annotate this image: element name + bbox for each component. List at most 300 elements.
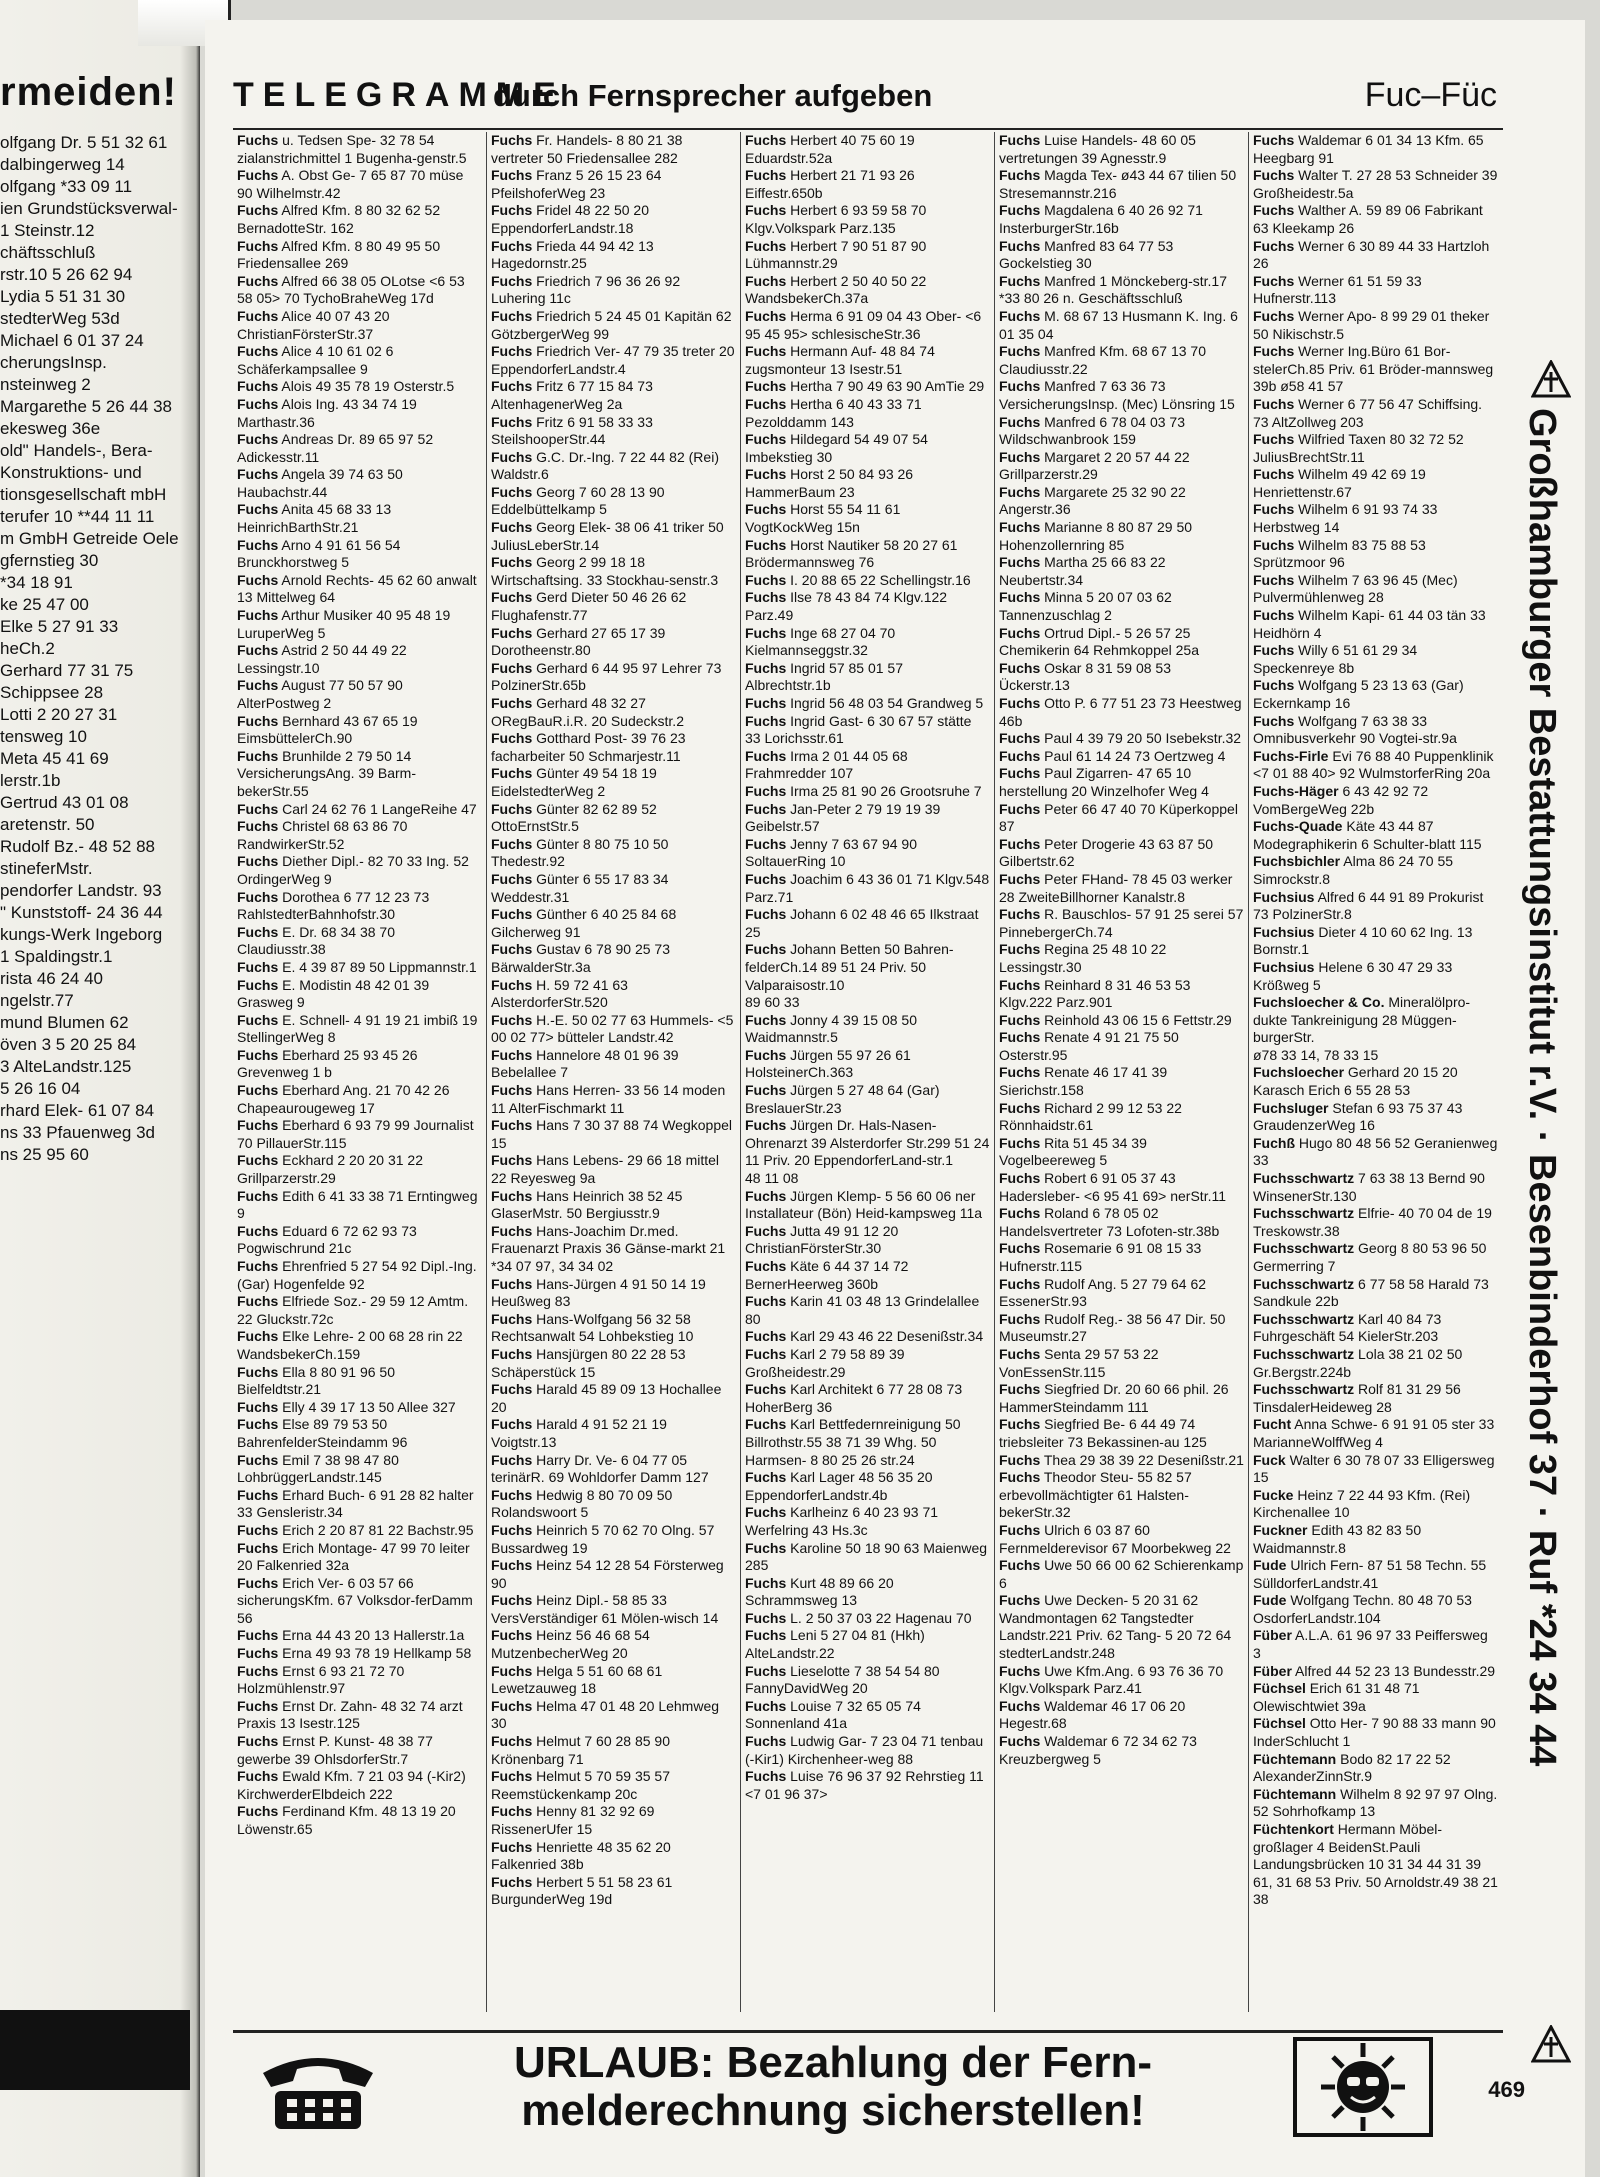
entry-details: Herbert 7 90 51 87 90 Lühmannstr.29 <box>745 237 927 272</box>
listing-entry <box>999 906 1244 941</box>
entry-name: Fuchs <box>237 1645 279 1662</box>
listing-entry <box>237 1768 482 1803</box>
entry-details: Karin 41 03 48 13 Grindelallee 80 <box>745 1293 980 1327</box>
listing-entry <box>491 1839 736 1874</box>
entry-name: Fuchs <box>1253 132 1295 148</box>
entry-name: Fuchs <box>999 167 1041 184</box>
entry-name: Fuchs <box>491 765 533 782</box>
entry-name: Fuchs <box>237 958 279 975</box>
entry-details: Ingrid 57 85 01 57 Albrechtstr.1b <box>745 659 903 694</box>
listing-entry <box>745 713 990 748</box>
listing-entry <box>1253 167 1499 202</box>
entry-name: Fuchs <box>745 1011 787 1028</box>
banner-text <box>403 2039 1263 2135</box>
entry-details: Richard 2 99 12 53 22 Rönnhaidstr.61 <box>999 1099 1182 1134</box>
listing-entry <box>1253 501 1499 536</box>
listing-entry <box>491 1452 736 1487</box>
entry-details: R. Bauschlos- 57 91 25 serei 57 PinnebergerCh.74 <box>999 906 1244 940</box>
entry-name: Fuchs <box>1253 395 1295 412</box>
entry-details: Manfred 7 63 36 73 VersicherungsInsp. (Mec) Lönsring 15 <box>999 378 1235 412</box>
listing-entry <box>999 1698 1244 1733</box>
entry-details: Uwe Decken- 5 20 31 62 Wandmontagen 62 Tangstedter Landstr.221 Priv. 62 Tang- 5 20 72 64 stedterLandstr.248 <box>999 1592 1232 1662</box>
entry-name: Fuchs <box>491 976 533 993</box>
entry-details: Eduard 6 72 62 93 73 Pogwischrund 21c <box>237 1222 417 1257</box>
entry-details: Erich 61 31 48 71 Olewischtwiet 39a <box>1253 1680 1420 1714</box>
cross-emblem-icon-bottom <box>1531 2025 1571 2065</box>
listing-entry <box>1253 994 1499 1047</box>
entry-details: Helmut 7 60 28 85 90 Krönenbarg 71 <box>491 1733 670 1767</box>
entry-details: Helmut 5 70 59 35 57 Reemstückenkamp 20c <box>491 1768 670 1802</box>
listing-entry <box>745 1733 990 1768</box>
entry-name: Fuchs <box>491 519 533 536</box>
entry-details: Hedwig 8 80 70 09 50 Rolandswoort 5 <box>491 1486 673 1521</box>
entry-name: Fuchsius <box>1253 923 1315 940</box>
listing-entry <box>999 1170 1244 1205</box>
listing-entry <box>1253 1240 1499 1275</box>
entry-name: Fuchs <box>491 800 533 817</box>
entry-name: Fuchs <box>999 624 1041 641</box>
entry-details: Gerhard 48 32 27 ORegBauR.i.R. 20 Sudeckstr.2 <box>491 695 684 729</box>
telephone-icon <box>253 2043 383 2133</box>
listing-entry <box>1253 748 1499 783</box>
entry-name: Fuchs <box>999 1170 1041 1187</box>
listing-entry <box>745 1170 990 1188</box>
listing-entry <box>999 695 1244 730</box>
entry-name: Fuchs <box>237 1521 279 1538</box>
entry-details: Ludwig Gar- 7 23 04 71 tenbau (-Kir1) Kirchenheer-weg 88 <box>745 1733 984 1767</box>
entry-details: Otto Her- 7 90 88 33 mann 90 InderSchlucht 1 <box>1253 1715 1496 1750</box>
entry-details: Ferdinand Kfm. 48 13 19 20 Löwenstr.65 <box>237 1803 456 1837</box>
listing-entry <box>237 889 482 924</box>
listing-entry <box>1253 466 1499 501</box>
left-page-line: ekesweg 36e <box>0 419 101 438</box>
entry-details: Ehrenfried 5 27 54 92 Dipl.-Ing. (Gar) Hogenfelde 92 <box>237 1258 477 1292</box>
listing-entry <box>999 1205 1244 1240</box>
listing-entry <box>491 1276 736 1311</box>
entry-name: Fuchs <box>1253 571 1295 588</box>
entry-details: Alfred Kfm. 8 80 32 62 52 BernadotteStr. 162 <box>237 202 441 236</box>
entry-details: Stefan 6 93 75 37 43 GraudenzerWeg 16 <box>1253 1099 1463 1134</box>
listing-entry <box>1253 1487 1499 1522</box>
listing-entry <box>237 713 482 748</box>
entry-details: Kurt 48 89 66 20 Schrammsweg 13 <box>745 1574 894 1609</box>
entry-details: Jenny 7 63 67 94 90 SoltauerRing 10 <box>745 835 918 870</box>
side-advert-text: Großhamburger Bestattungsinstitut r.V. · Besenbinderhof 37 · Ruf *24 34 44 <box>1521 408 1563 1767</box>
left-page-line: Lydia 5 51 31 30 <box>0 287 126 306</box>
left-page-line: ns 25 95 60 <box>0 1145 89 1164</box>
listing-entry <box>1253 1381 1499 1416</box>
entry-details: Margaret 2 20 57 44 22 Grillparzerstr.29 <box>999 448 1190 483</box>
entry-details: Irma 25 81 90 26 Grootsruhe 7 <box>790 782 982 799</box>
left-page-footer-graphic <box>0 2010 190 2090</box>
listing-entry <box>237 607 482 642</box>
entry-name: Fuchs <box>237 1398 279 1415</box>
listing-entry <box>745 501 990 536</box>
entry-name: Füchsel <box>1253 1680 1306 1697</box>
left-page-line: ns 33 Pfauenweg 3d <box>0 1123 156 1142</box>
entry-details: Wolfgang 5 23 13 63 (Gar) Eckernkamp 16 <box>1253 677 1464 711</box>
listing-entry <box>745 906 990 941</box>
left-page-edge <box>0 0 200 2177</box>
entry-name: Fuchs <box>745 1469 787 1486</box>
listing-entry <box>237 431 482 466</box>
entry-details: Gustav 6 78 90 25 73 BärwalderStr.3a <box>491 941 670 975</box>
entry-name: Fuchs <box>237 571 279 588</box>
listing-entry <box>237 1328 482 1363</box>
entry-details: Anna Schwe- 6 91 91 05 ster 33 MarianneWolffWeg 4 <box>1253 1416 1495 1450</box>
entry-details: Hermann Möbel-großlager 4 BeidenSt.Pauli Landungsbrücken 10 31 34 44 31 39 61, 31 68 53 Priv. 50 Arnoldstr.49 38 21 38 <box>1253 1821 1498 1908</box>
entry-details: Wolfgang Techn. 80 48 70 53 OsdorferLandstr.104 <box>1253 1592 1472 1626</box>
entry-details: Mineralölpro-dukte Tankreinigung 28 Müggen-burgerStr. <box>1253 994 1471 1046</box>
listing-entry <box>491 1047 736 1082</box>
entry-name: Fuchs <box>491 870 533 887</box>
entry-name: Fuchs <box>999 800 1041 817</box>
listing-entry <box>999 1276 1244 1311</box>
entry-details: Ingrid 56 48 03 54 Grandweg 5 <box>790 695 984 711</box>
entry-name: Fuchs-Quade <box>1253 818 1343 835</box>
entry-name: Fuchs <box>237 1258 279 1274</box>
entry-details: Günter 82 62 89 52 OttoErnstStr.5 <box>491 800 657 835</box>
entry-name: Fuchs <box>491 1345 533 1362</box>
listing-entry <box>1253 642 1499 677</box>
entry-details: Walther A. 59 89 06 Fabrikant 63 Kleekamp 26 <box>1253 202 1483 236</box>
listing-entry <box>491 1082 736 1117</box>
entry-name: Fuchs <box>745 378 787 395</box>
entry-name: Fuchs <box>745 1345 787 1362</box>
entry-details: Paul Zigarren- 47 65 10 herstellung 20 Winzelhofer Weg 4 <box>999 765 1209 799</box>
entry-details: Carl 24 62 76 1 LangeReihe 47 <box>282 800 477 817</box>
entry-name: Fude <box>1253 1557 1287 1574</box>
entry-details: Heinz 7 22 44 93 Kfm. (Rei) Kirchenallee 10 <box>1253 1486 1471 1521</box>
entry-name: Fuchs <box>491 1275 533 1292</box>
entry-details: Gerhard 27 65 17 39 Dorotheenstr.80 <box>491 624 666 659</box>
listing-entry <box>745 378 990 396</box>
entry-details: Karl Architekt 6 77 28 08 73 HoherBerg 36 <box>745 1381 963 1415</box>
entry-name: Fuchs <box>999 1310 1041 1327</box>
listing-entry <box>745 1012 990 1047</box>
entry-name: Fuchs <box>999 659 1041 676</box>
listing-column <box>741 132 995 2012</box>
entry-details: Paul 61 14 24 73 Oertzweg 4 <box>1044 747 1226 764</box>
entry-name: Fuchsschwartz <box>1253 1381 1355 1398</box>
listing-entry <box>237 1293 482 1328</box>
entry-details: E. Schnell- 4 91 19 21 imbiß 19 StellingerWeg 8 <box>237 1011 478 1046</box>
entry-details: Käte 6 44 37 14 72 BernerHeerweg 360b <box>745 1258 909 1292</box>
entry-name: Fuchs <box>745 712 787 729</box>
listing-entry <box>237 1258 482 1293</box>
listing-entry <box>745 625 990 660</box>
listing-entry <box>237 1152 482 1187</box>
entry-name: Fuchs <box>999 747 1041 764</box>
left-page-line: Rudolf Bz.- 48 52 88 <box>0 837 155 856</box>
entry-details: Gerhard 20 15 20 Karasch Erich 6 55 28 53 <box>1253 1064 1458 1099</box>
entry-details: Eberhard 25 93 45 26 Grevenweg 1 b <box>237 1046 418 1081</box>
listing-entry <box>237 1117 482 1152</box>
entry-details: Lola 38 21 02 50 Gr.Bergstr.224b <box>1253 1345 1463 1380</box>
listing-entry <box>237 959 482 977</box>
entry-details: Christel 68 63 86 70 RandwirkerStr.52 <box>237 818 408 852</box>
entry-name: Fuchs <box>491 1627 533 1644</box>
listing-entry <box>1253 1064 1499 1099</box>
entry-name: Fuchs <box>999 554 1041 571</box>
entry-name: Fuchs <box>1253 343 1295 360</box>
entry-name: Füchsel <box>1253 1715 1306 1732</box>
listing-entry <box>745 1188 990 1223</box>
entry-details: Erna 49 93 78 19 Hellkamp 58 <box>282 1645 472 1662</box>
entry-details: Alice 4 10 61 02 6 Schäferkampsallee 9 <box>237 343 394 377</box>
entry-name: Fuchs <box>237 1768 279 1785</box>
listing-entry <box>999 1663 1244 1698</box>
entry-name: Fuchs <box>745 202 787 219</box>
sun-with-sunglasses-icon <box>1293 2037 1433 2137</box>
listing-entry <box>1253 1627 1499 1662</box>
entry-details: A. Obst Ge- 7 65 87 70 müse 90 Wilhelmstr.42 <box>237 167 464 201</box>
entry-name: Fuchs <box>237 1416 279 1433</box>
entry-name: Fuchs <box>745 782 787 799</box>
entry-details: Wilfried Taxen 80 32 72 52 JuliusBrechtStr.11 <box>1253 431 1464 465</box>
entry-name: Fuchs <box>999 519 1041 536</box>
left-page-line: öven 3 5 20 25 84 <box>0 1035 137 1054</box>
listing-entry <box>491 238 736 273</box>
listing-entry <box>237 1540 482 1575</box>
listing-entry <box>237 818 482 853</box>
listing-entry <box>745 132 990 167</box>
listing-entry <box>745 1416 990 1469</box>
entry-name: Fuchs <box>745 395 787 412</box>
entry-details: Jutta 49 91 12 20 ChristianFörsterStr.30 <box>745 1222 899 1257</box>
listing-entry <box>491 554 736 589</box>
left-page-line: 1 Steinstr.12 <box>0 221 95 240</box>
listing-entry <box>491 1733 736 1768</box>
listing-entry <box>237 1645 482 1663</box>
entry-details: H.-E. 50 02 77 63 Hummels- <5 00 02 77> bütteler Landstr.42 <box>491 1011 734 1046</box>
entry-name: Fuchs <box>237 1803 279 1820</box>
entry-name: Fuchs <box>491 906 533 923</box>
listing-entry <box>491 343 736 378</box>
entry-details: Wilhelm Kapi- 61 44 03 tän 33 Heidhörn 4 <box>1253 607 1486 641</box>
entry-details: Manfred Kfm. 68 67 13 70 Claudiusstr.22 <box>999 343 1206 377</box>
listing-entry <box>237 748 482 801</box>
entry-details: Henny 81 32 92 69 RissenerUfer 15 <box>491 1803 655 1837</box>
entry-name: Fuchs <box>999 307 1041 324</box>
left-page-line: heCh.2 <box>0 639 55 658</box>
entry-details: Günter 6 55 17 83 34 Weddestr.31 <box>491 870 669 905</box>
entry-details: Else 89 79 53 50 BahrenfelderSteindamm 96 <box>237 1416 408 1450</box>
listing-entry <box>999 1592 1244 1662</box>
listing-entry <box>999 660 1244 695</box>
left-page-line: 3 AlteLandstr.125 <box>0 1057 132 1076</box>
listing-entry <box>745 695 990 713</box>
listing-entry <box>1253 677 1499 712</box>
entry-details: E. Dr. 68 34 38 70 Claudiusstr.38 <box>237 923 395 958</box>
entry-name: Fuchs <box>745 1117 787 1134</box>
entry-name: Fuchs <box>491 1451 533 1468</box>
listing-entry <box>491 1223 736 1258</box>
entry-details: Theodor Steu- 55 82 57 erbevollmächtigter 61 Halsten-bekerStr.32 <box>999 1469 1192 1521</box>
entry-details: Hildegard 54 49 07 54 Imbekstieg 30 <box>745 431 928 465</box>
entry-details: Wilhelm 8 92 97 97 Olng. 52 Sohrhofkamp 13 <box>1253 1785 1498 1820</box>
listing-entry <box>237 1082 482 1117</box>
listing-entry <box>1253 238 1499 273</box>
entry-details: Eberhard 6 93 79 99 Journalist 70 PillauerStr.115 <box>237 1117 474 1151</box>
entry-details: H. 59 72 41 63 AlsterdorferStr.520 <box>491 976 628 1011</box>
entry-details: Magdalena 6 40 26 92 71 InsterburgerStr.16b <box>999 202 1203 236</box>
entry-details: Frieda 44 94 42 13 Hagedornstr.25 <box>491 237 654 272</box>
entry-details: Günter 8 80 75 10 50 Thedestr.92 <box>491 835 669 870</box>
entry-name: Fuchs <box>491 1662 533 1679</box>
listing-entry <box>1253 1170 1499 1205</box>
entry-details: Gotthard Post- 39 76 23 facharbeiter 50 Schmarjestr.11 <box>491 730 686 764</box>
entry-name: Fuchsschwartz <box>1253 1205 1355 1222</box>
listing-entry <box>491 1416 736 1451</box>
listing-entry <box>237 853 482 888</box>
entry-details: Wilhelm 6 91 93 74 33 Herbstweg 14 <box>1253 501 1438 536</box>
entry-details: Helene 6 30 47 29 33 Krößweg 5 <box>1253 958 1453 993</box>
entry-name: Fuchs <box>1253 237 1295 254</box>
entry-name: Füchtemann <box>1253 1785 1337 1802</box>
entry-name: Fuchs <box>237 888 279 905</box>
entry-details: *34 07 97, 34 34 02 <box>491 1258 614 1274</box>
listing-column <box>233 132 487 2012</box>
listing-entry <box>745 1381 990 1416</box>
listing-entry <box>491 1487 736 1522</box>
listing-entry <box>1253 1135 1499 1170</box>
entry-name: Fuchs <box>1253 272 1295 289</box>
entry-details: Arthur Musiker 40 95 48 19 LuruperWeg 5 <box>237 607 451 641</box>
entry-details: Jürgen 55 97 26 61 HolsteinerCh.363 <box>745 1046 911 1081</box>
listing-entry <box>745 801 990 836</box>
entry-details: Erhard Buch- 6 91 28 82 halter 33 Gensleristr.34 <box>237 1486 474 1521</box>
listing-entry <box>491 625 736 660</box>
entry-name: Fuchs <box>237 1293 279 1310</box>
entry-details: Magda Tex- ø43 44 67 tilien 50 Stresemannstr.216 <box>999 167 1237 201</box>
entry-details: Ernst Dr. Zahn- 48 32 74 arzt Praxis 13 Isestr.125 <box>237 1697 463 1732</box>
entry-name: Fuchsius <box>1253 958 1315 975</box>
entry-name: Fuchs <box>745 571 787 588</box>
listing-entry <box>491 167 736 202</box>
entry-details: Herbert 6 93 59 58 70 Klgv.Volkspark Parz.135 <box>745 202 927 236</box>
entry-name: Fuchs <box>491 413 533 430</box>
listing-entry <box>491 1311 736 1346</box>
listing-entry <box>745 537 990 572</box>
listing-entry <box>999 625 1244 660</box>
entry-details: Robert 6 91 05 37 43 Hadersleber- <6 95 41 69> nerStr.11 <box>999 1170 1227 1204</box>
listing-entry <box>745 343 990 378</box>
entry-details: Herbert 5 51 58 23 61 BurgunderWeg 19d <box>491 1873 673 1908</box>
listing-entry <box>237 202 482 237</box>
entry-details: Herbert 21 71 93 26 Eiffestr.650b <box>745 167 915 201</box>
listing-entry <box>745 589 990 624</box>
entry-name: Fuchs <box>491 272 533 289</box>
entry-details: Günter 49 54 18 19 EidelstedterWeg 2 <box>491 765 657 799</box>
listing-entry <box>745 1047 990 1082</box>
listing-entry <box>491 1627 736 1662</box>
listing-entry <box>1253 783 1499 818</box>
header-name-range: Fuc–Füc <box>1364 76 1497 114</box>
listing-entry <box>999 378 1244 413</box>
entry-details: Karl Lager 48 56 35 20 EppendorferLandstr.4b <box>745 1469 933 1503</box>
entry-details: Fritz 6 91 58 33 33 SteilshooperStr.44 <box>491 413 653 448</box>
entry-name: Fuchs <box>491 1117 533 1134</box>
listing-entry <box>745 871 990 906</box>
entry-details: Bodo 82 17 22 52 AlexanderZinnStr.9 <box>1253 1750 1451 1785</box>
entry-details: Inge 68 27 04 70 Kielmannseggstr.32 <box>745 624 896 659</box>
left-page-line: terufer 10 **44 11 11 <box>0 507 155 526</box>
directory-page <box>205 20 1585 2177</box>
entry-details: Siegfried Dr. 20 60 66 phil. 26 HammerSteindamm 111 <box>999 1381 1229 1415</box>
entry-details: Erich Ver- 6 03 57 66 sicherungsKfm. 67 Volksdor-ferDamm 56 <box>237 1574 473 1626</box>
listing-entry <box>491 484 736 519</box>
listing-entry <box>745 1328 990 1346</box>
page-number: 469 <box>1488 2077 1525 2102</box>
listing-entry <box>491 1874 736 1909</box>
entry-name: Fuchsluger <box>1253 1099 1329 1116</box>
entry-name: Fuchs <box>999 1205 1041 1222</box>
entry-details: Oskar 8 31 59 08 53 Ückerstr.13 <box>999 659 1171 694</box>
left-page-line: Margarethe 5 26 44 38 <box>0 397 173 416</box>
listing-entry <box>999 801 1244 836</box>
entry-name: Fuchs <box>491 237 533 254</box>
listing-entry <box>237 677 482 712</box>
entry-name: Fuchs <box>745 1293 787 1310</box>
listing-entry <box>1253 1452 1499 1487</box>
entry-name: Fuchs <box>999 730 1041 747</box>
listing-entry <box>745 1504 990 1539</box>
listing-entry <box>999 836 1244 871</box>
entry-name: Fuchs <box>745 1662 787 1679</box>
entry-details: Karlheinz 6 40 23 93 71 Werfelring 43 Hs.3c <box>745 1504 939 1538</box>
listing-entry <box>999 273 1244 308</box>
listing-entry <box>999 554 1244 589</box>
listing-entry <box>999 1416 1244 1451</box>
listing-entry <box>1253 1821 1499 1909</box>
listing-entry <box>491 1557 736 1592</box>
listing-entry <box>745 1293 990 1328</box>
entry-name: Fuchs <box>491 1697 533 1714</box>
entry-details: Jan-Peter 2 79 19 19 39 Geibelstr.57 <box>745 800 941 835</box>
entry-name: Fuchs <box>745 695 787 711</box>
entry-details: Louise 7 32 65 05 74 Sonnenland 41a <box>745 1697 921 1732</box>
listing-column <box>995 132 1249 2012</box>
entry-details: Manfred 6 78 04 03 73 Wildschwanbrook 159 <box>999 413 1186 448</box>
entry-name: Fuchs <box>237 307 279 324</box>
listing-entry <box>491 449 736 484</box>
entry-details: Eckhard 2 20 20 31 22 Grillparzerstr.29 <box>237 1152 424 1187</box>
entry-details: Friedrich 5 24 45 01 Kapitän 62 GötzbergerWeg 99 <box>491 307 732 342</box>
entry-details: Erich Montage- 47 99 70 leiter 20 Falkenried 32a <box>237 1539 470 1574</box>
entry-name: Fuchs <box>237 1328 279 1345</box>
listing-entry <box>1253 1205 1499 1240</box>
listing-entry <box>1253 959 1499 994</box>
entry-details: Helma 47 01 48 20 Lehmweg 30 <box>491 1697 720 1732</box>
entry-details: Thea 29 38 39 22 Desenißstr.21 <box>1043 1451 1244 1468</box>
entry-name: Fuchs <box>999 448 1041 465</box>
entry-details: Joachim 6 43 36 01 71 Klgv.548 Parz.71 <box>745 870 990 905</box>
entry-name: Fuchs <box>491 1557 533 1574</box>
left-page-line: Konstruktions- und <box>0 463 142 482</box>
listing-entry <box>999 519 1244 554</box>
entry-name: Fuchs <box>745 1258 787 1274</box>
listing-entry <box>491 1768 736 1803</box>
listing-entry <box>237 537 482 572</box>
entry-name: Fuchs <box>491 1082 533 1099</box>
listing-entry <box>491 977 736 1012</box>
entry-details: Karl 29 43 46 22 Desenißstr.34 <box>790 1328 984 1345</box>
entry-name: Fuchs <box>491 378 533 395</box>
listing-entry <box>999 1381 1244 1416</box>
entry-name: Fuchsschwartz <box>1253 1240 1355 1257</box>
listing-entry <box>491 1803 736 1838</box>
